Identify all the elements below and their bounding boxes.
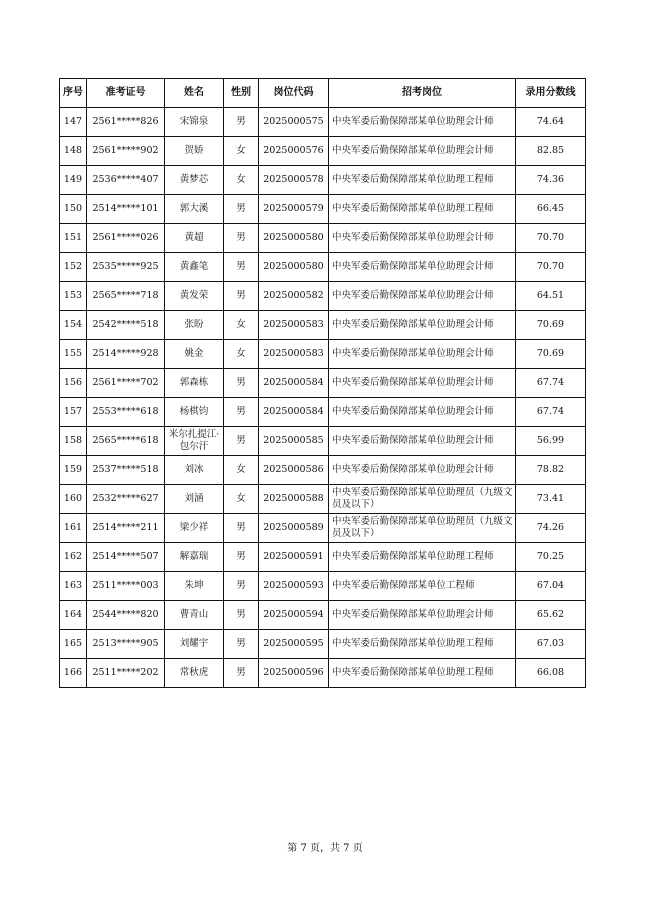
position-code-cell: 2025000584 [259,398,329,427]
exam-id-cell: 2514*****211 [87,514,165,543]
exam-id-cell: 2511*****003 [87,572,165,601]
gender-cell: 女 [224,485,259,514]
position-title-cell: 中央军委后勤保障部某单位助理会计师 [329,137,516,166]
position-title-cell: 中央军委后勤保障部某单位助理会计师 [329,340,516,369]
exam-id-cell: 2511*****202 [87,659,165,688]
row-number-cell: 157 [60,398,87,427]
score-line-cell: 67.74 [516,369,586,398]
position-title-cell: 中央军委后勤保障部某单位助理工程师 [329,659,516,688]
candidate-name-cell: 曹青山 [165,601,224,630]
position-code-cell: 2025000593 [259,572,329,601]
row-number-cell: 152 [60,253,87,282]
row-number-cell: 155 [60,340,87,369]
position-title-cell: 中央军委后勤保障部某单位助理会计师 [329,369,516,398]
table-row [60,456,586,485]
candidate-name-cell: 杨棋钧 [165,398,224,427]
row-number-cell: 164 [60,601,87,630]
row-number-cell: 162 [60,543,87,572]
table-row [60,514,586,543]
gender-cell: 女 [224,340,259,369]
candidate-name-cell: 郭大溪 [165,195,224,224]
position-title-cell: 中央军委后勤保障部某单位助理工程师 [329,630,516,659]
exam-id-cell: 2565*****718 [87,282,165,311]
exam-id-cell: 2561*****702 [87,369,165,398]
exam-id-cell: 2535*****925 [87,253,165,282]
exam-id-cell: 2561*****026 [87,224,165,253]
table-row [60,195,586,224]
exam-id-cell: 2561*****826 [87,108,165,137]
gender-cell: 女 [224,456,259,485]
position-code-cell: 2025000585 [259,427,329,456]
column-header: 录用分数线 [516,79,586,108]
column-header: 性别 [224,79,259,108]
table-row [60,485,586,514]
gender-cell: 男 [224,514,259,543]
position-code-cell: 2025000579 [259,195,329,224]
score-line-cell: 67.04 [516,572,586,601]
gender-cell: 男 [224,369,259,398]
exam-id-cell: 2553*****618 [87,398,165,427]
column-header: 岗位代码 [259,79,329,108]
gender-cell: 男 [224,543,259,572]
exam-id-cell: 2514*****101 [87,195,165,224]
exam-id-cell: 2513*****905 [87,630,165,659]
column-header: 序号 [60,79,87,108]
position-title-cell: 中央军委后勤保障部某单位助理工程师 [329,166,516,195]
candidate-name-cell: 解嘉瑞 [165,543,224,572]
position-title-cell: 中央军委后勤保障部某单位助理会计师 [329,311,516,340]
candidate-name-cell: 梁少祥 [165,514,224,543]
candidate-name-cell: 朱坤 [165,572,224,601]
position-code-cell: 2025000578 [259,166,329,195]
score-line-cell: 70.70 [516,224,586,253]
row-number-cell: 153 [60,282,87,311]
score-line-cell: 74.64 [516,108,586,137]
exam-id-cell: 2544*****820 [87,601,165,630]
score-line-cell: 70.25 [516,543,586,572]
candidate-name-cell: 郭森栋 [165,369,224,398]
candidate-name-cell: 姚金 [165,340,224,369]
column-header: 招考岗位 [329,79,516,108]
position-title-cell: 中央军委后勤保障部某单位助理会计师 [329,456,516,485]
score-line-cell: 56.99 [516,427,586,456]
gender-cell: 男 [224,427,259,456]
gender-cell: 女 [224,166,259,195]
table-row [60,427,586,456]
column-header: 姓名 [165,79,224,108]
position-title-cell: 中央军委后勤保障部某单位助理会计师 [329,601,516,630]
position-code-cell: 2025000588 [259,485,329,514]
row-number-cell: 150 [60,195,87,224]
position-title-cell: 中央军委后勤保障部某单位助理会计师 [329,398,516,427]
candidate-name-cell: 宋锦泉 [165,108,224,137]
table-row [60,253,586,282]
row-number-cell: 165 [60,630,87,659]
gender-cell: 男 [224,224,259,253]
row-number-cell: 156 [60,369,87,398]
row-number-cell: 148 [60,137,87,166]
position-code-cell: 2025000575 [259,108,329,137]
row-number-cell: 154 [60,311,87,340]
gender-cell: 男 [224,195,259,224]
candidate-name-cell: 黄超 [165,224,224,253]
candidate-name-cell: 刘耀宇 [165,630,224,659]
gender-cell: 男 [224,659,259,688]
score-line-cell: 66.45 [516,195,586,224]
gender-cell: 男 [224,630,259,659]
gender-cell: 女 [224,311,259,340]
exam-id-cell: 2561*****902 [87,137,165,166]
position-code-cell: 2025000584 [259,369,329,398]
table-row [60,108,586,137]
row-number-cell: 161 [60,514,87,543]
row-number-cell: 159 [60,456,87,485]
row-number-cell: 158 [60,427,87,456]
row-number-cell: 160 [60,485,87,514]
score-line-cell: 67.03 [516,630,586,659]
table-row [60,543,586,572]
position-code-cell: 2025000580 [259,224,329,253]
column-header: 准考证号 [87,79,165,108]
table-row [60,137,586,166]
position-code-cell: 2025000583 [259,340,329,369]
candidate-name-cell: 常秋虎 [165,659,224,688]
score-line-cell: 64.51 [516,282,586,311]
position-title-cell: 中央军委后勤保障部某单位助理工程师 [329,195,516,224]
exam-id-cell: 2542*****518 [87,311,165,340]
candidate-name-cell: 米尔扎提江·包尔汗 [165,427,224,456]
row-number-cell: 166 [60,659,87,688]
position-title-cell: 中央军委后勤保障部某单位助理员（九级文员及以下） [329,485,516,514]
score-line-cell: 70.70 [516,253,586,282]
position-title-cell: 中央军委后勤保障部某单位助理员（九级文员及以下） [329,514,516,543]
position-title-cell: 中央军委后勤保障部某单位助理会计师 [329,224,516,253]
score-line-cell: 78.82 [516,456,586,485]
candidate-name-cell: 黄发荣 [165,282,224,311]
position-title-cell: 中央军委后勤保障部某单位助理会计师 [329,108,516,137]
row-number-cell: 147 [60,108,87,137]
table-row [60,659,586,688]
table-header-row [60,79,586,108]
admission-table [59,78,586,688]
table-row [60,572,586,601]
score-line-cell: 70.69 [516,340,586,369]
score-line-cell: 73.41 [516,485,586,514]
score-line-cell: 65.62 [516,601,586,630]
gender-cell: 男 [224,572,259,601]
gender-cell: 男 [224,398,259,427]
exam-id-cell: 2537*****518 [87,456,165,485]
exam-id-cell: 2514*****928 [87,340,165,369]
gender-cell: 男 [224,253,259,282]
position-code-cell: 2025000576 [259,137,329,166]
exam-id-cell: 2565*****618 [87,427,165,456]
table-row [60,166,586,195]
candidate-name-cell: 刘涵 [165,485,224,514]
score-line-cell: 82.85 [516,137,586,166]
candidate-name-cell: 张盼 [165,311,224,340]
row-number-cell: 163 [60,572,87,601]
position-title-cell: 中央军委后勤保障部某单位助理会计师 [329,282,516,311]
gender-cell: 男 [224,601,259,630]
row-number-cell: 151 [60,224,87,253]
gender-cell: 男 [224,282,259,311]
position-code-cell: 2025000591 [259,543,329,572]
candidate-name-cell: 贺娇 [165,137,224,166]
position-title-cell: 中央军委后勤保障部某单位工程师 [329,572,516,601]
score-line-cell: 74.36 [516,166,586,195]
table-row [60,369,586,398]
table-row [60,282,586,311]
position-title-cell: 中央军委后勤保障部某单位助理会计师 [329,427,516,456]
exam-id-cell: 2514*****507 [87,543,165,572]
score-line-cell: 74.26 [516,514,586,543]
exam-id-cell: 2532*****627 [87,485,165,514]
position-code-cell: 2025000595 [259,630,329,659]
position-code-cell: 2025000596 [259,659,329,688]
position-title-cell: 中央军委后勤保障部某单位助理会计师 [329,253,516,282]
table-row [60,601,586,630]
position-code-cell: 2025000582 [259,282,329,311]
table-row [60,398,586,427]
gender-cell: 男 [224,108,259,137]
table-row [60,630,586,659]
score-line-cell: 67.74 [516,398,586,427]
page-footer: 第 7 页，共 7 页 [287,843,363,854]
position-code-cell: 2025000586 [259,456,329,485]
score-line-cell: 70.69 [516,311,586,340]
candidate-name-cell: 刘冰 [165,456,224,485]
table-row [60,340,586,369]
table-row [60,311,586,340]
gender-cell: 女 [224,137,259,166]
position-code-cell: 2025000589 [259,514,329,543]
position-title-cell: 中央军委后勤保障部某单位助理工程师 [329,543,516,572]
row-number-cell: 149 [60,166,87,195]
score-line-cell: 66.08 [516,659,586,688]
table-row [60,224,586,253]
candidate-name-cell: 黄梦芯 [165,166,224,195]
position-code-cell: 2025000583 [259,311,329,340]
position-code-cell: 2025000594 [259,601,329,630]
candidate-name-cell: 黄鑫笔 [165,253,224,282]
exam-id-cell: 2536*****407 [87,166,165,195]
position-code-cell: 2025000580 [259,253,329,282]
